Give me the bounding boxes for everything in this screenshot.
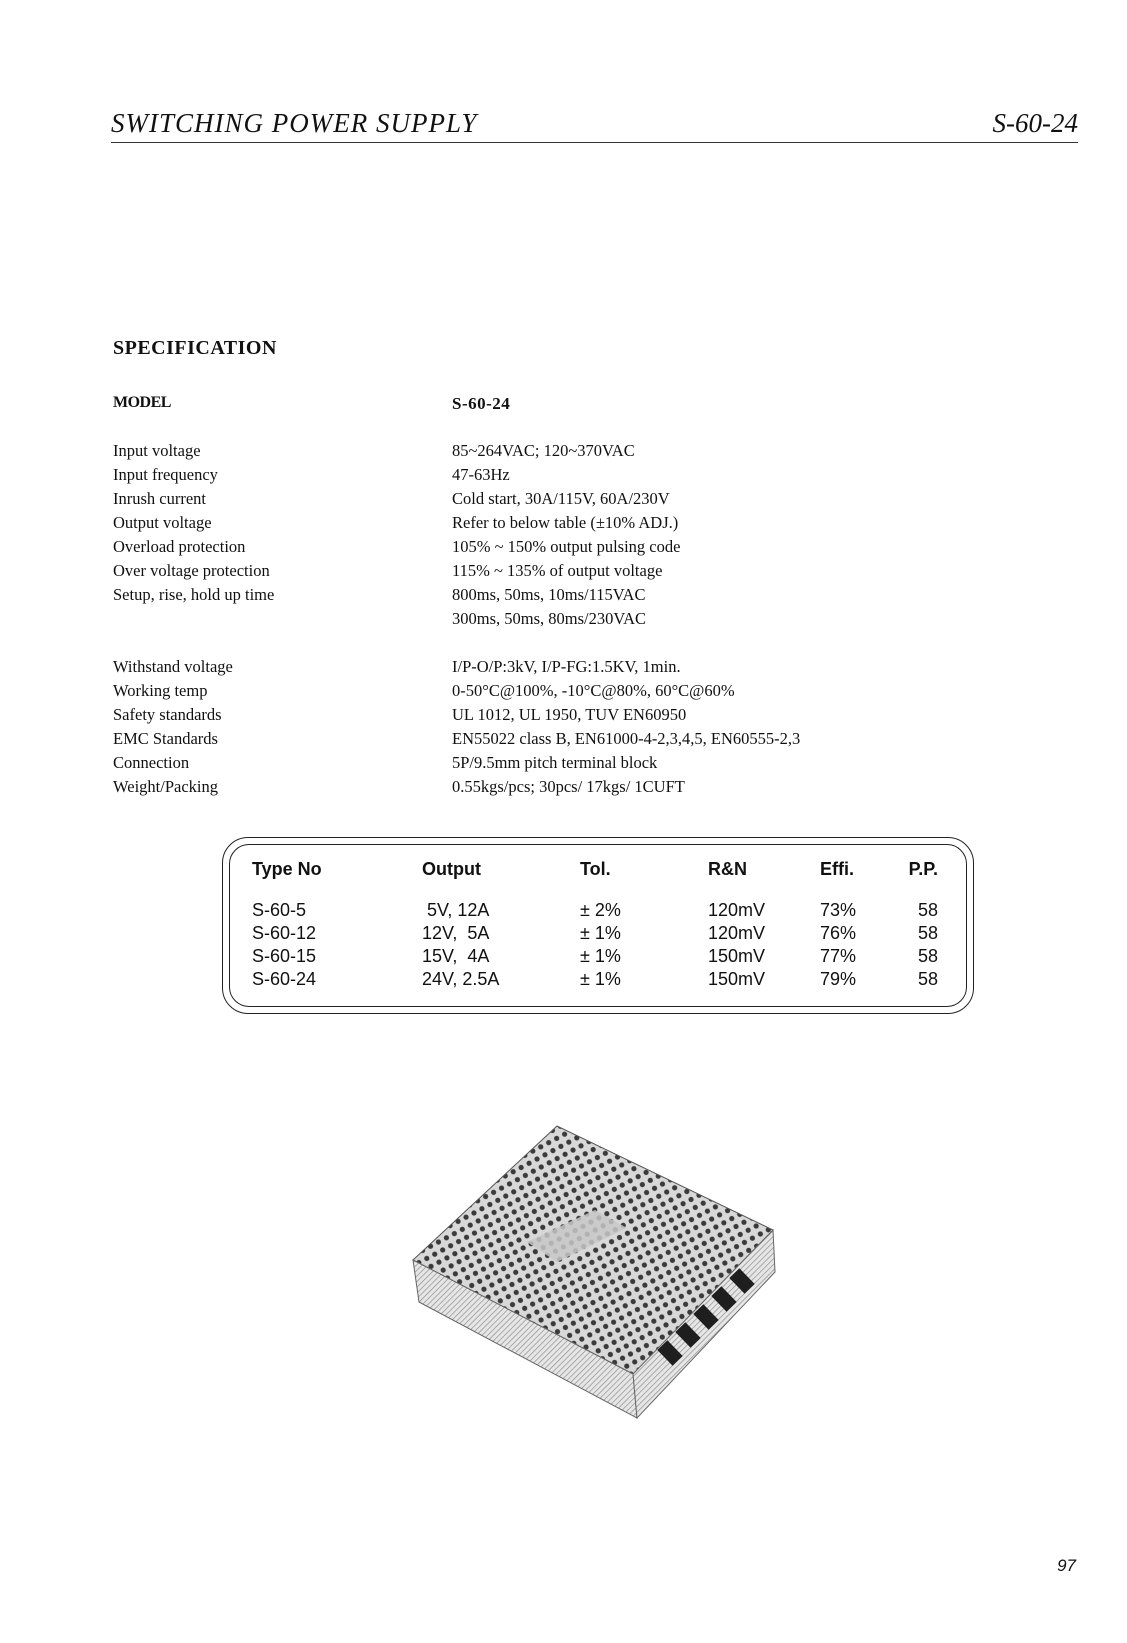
spec-row xyxy=(113,513,1073,537)
spec-row xyxy=(113,489,1073,513)
spec-label: Connection xyxy=(113,753,190,772)
spec-row xyxy=(113,753,1073,777)
table-header-rn: R&N xyxy=(708,859,747,879)
spec-value: 105% ~ 150% output pulsing code xyxy=(452,537,681,556)
model-table xyxy=(222,837,974,1014)
table-cell: S-60-5 xyxy=(252,900,307,920)
table-cell: 15V, 4A xyxy=(422,946,490,966)
table-cell: 12V, 5A xyxy=(422,923,490,943)
spec-label: Weight/Packing xyxy=(113,777,218,796)
table-cell: 5V, 12A xyxy=(422,900,490,920)
spec-row xyxy=(113,465,1073,489)
spec-row xyxy=(113,609,1073,633)
table-header-effi: Effi. xyxy=(820,859,854,879)
table-cell: 58 xyxy=(917,900,938,920)
table-header-tol: Tol. xyxy=(580,859,611,879)
table-cell: S-60-15 xyxy=(252,946,317,966)
header-model: S-60-24 xyxy=(992,108,1078,138)
table-cell: ± 1% xyxy=(580,946,621,966)
table-cell: 73% xyxy=(820,900,857,920)
spec-row xyxy=(113,705,1073,729)
spec-row xyxy=(113,537,1073,561)
table-cell: 150mV xyxy=(708,946,766,966)
table-cell: 58 xyxy=(917,946,938,966)
spec-list xyxy=(113,441,1073,801)
spec-label: Setup, rise, hold up time xyxy=(113,585,275,604)
page-number: 97 xyxy=(1057,1556,1076,1575)
spec-label: Input frequency xyxy=(113,465,218,484)
spec-row xyxy=(113,681,1073,705)
table-cell: ± 1% xyxy=(580,923,621,943)
spec-value: 47-63Hz xyxy=(452,465,510,484)
spec-value: 0-50°C@100%, -10°C@80%, 60°C@60% xyxy=(452,681,735,700)
table-header-pp: P.P. xyxy=(908,859,938,879)
spec-value: 800ms, 50ms, 10ms/115VAC xyxy=(452,585,646,604)
spec-label: Working temp xyxy=(113,681,208,700)
spec-value: Cold start, 30A/115V, 60A/230V xyxy=(452,489,670,508)
spec-heading: SPECIFICATION xyxy=(113,337,277,359)
spec-label: Input voltage xyxy=(113,441,201,460)
table-header-output: Output xyxy=(422,859,481,879)
spec-value: 115% ~ 135% of output voltage xyxy=(452,561,663,580)
table-cell: 79% xyxy=(820,969,857,989)
spec-value: 5P/9.5mm pitch terminal block xyxy=(452,753,658,772)
spec-row xyxy=(113,657,1073,681)
spec-row xyxy=(113,585,1073,609)
table-cell: 120mV xyxy=(708,900,766,920)
spec-value: 0.55kgs/pcs; 30pcs/ 17kgs/ 1CUFT xyxy=(452,777,685,796)
power-supply-photo xyxy=(405,1112,805,1432)
spec-label: Safety standards xyxy=(113,705,222,724)
table-cell: 77% xyxy=(820,946,857,966)
model-label: MODEL xyxy=(113,394,171,411)
spec-label: EMC Standards xyxy=(113,729,218,748)
spec-label: Over voltage protection xyxy=(113,561,270,580)
spec-value: 85~264VAC; 120~370VAC xyxy=(452,441,635,460)
table-header-type: Type No xyxy=(252,859,322,879)
model-value: S-60-24 xyxy=(452,394,511,413)
header-title: SWITCHING POWER SUPPLY xyxy=(111,108,478,138)
spec-row xyxy=(113,441,1073,465)
spec-value: UL 1012, UL 1950, TUV EN60950 xyxy=(452,705,687,724)
table-cell: ± 1% xyxy=(580,969,621,989)
spec-row xyxy=(113,561,1073,585)
spec-value: 300ms, 50ms, 80ms/230VAC xyxy=(452,609,647,628)
page-header xyxy=(111,106,1078,143)
table-cell: 58 xyxy=(917,923,938,943)
spec-label: Withstand voltage xyxy=(113,657,233,676)
table-cell: 150mV xyxy=(708,969,766,989)
table-cell: 58 xyxy=(917,969,938,989)
spec-row xyxy=(113,729,1073,753)
spec-value: EN55022 class B, EN61000-4-2,3,4,5, EN60555-2,3 xyxy=(452,729,801,748)
model-table-inner-border xyxy=(229,844,967,1007)
table-cell: S-60-24 xyxy=(252,969,317,989)
table-cell: 24V, 2.5A xyxy=(422,969,500,989)
table-cell: 120mV xyxy=(708,923,766,943)
spec-value: Refer to below table (±10% ADJ.) xyxy=(452,513,679,532)
spec-label: Inrush current xyxy=(113,489,207,508)
spec-label: Overload protection xyxy=(113,537,246,556)
table-cell: S-60-12 xyxy=(252,923,317,943)
spec-label: Output voltage xyxy=(113,513,212,532)
spec-value: I/P-O/P:3kV, I/P-FG:1.5KV, 1min. xyxy=(452,657,681,676)
table-cell: 76% xyxy=(820,923,857,943)
table-cell: ± 2% xyxy=(580,900,621,920)
spec-row xyxy=(113,777,1073,801)
